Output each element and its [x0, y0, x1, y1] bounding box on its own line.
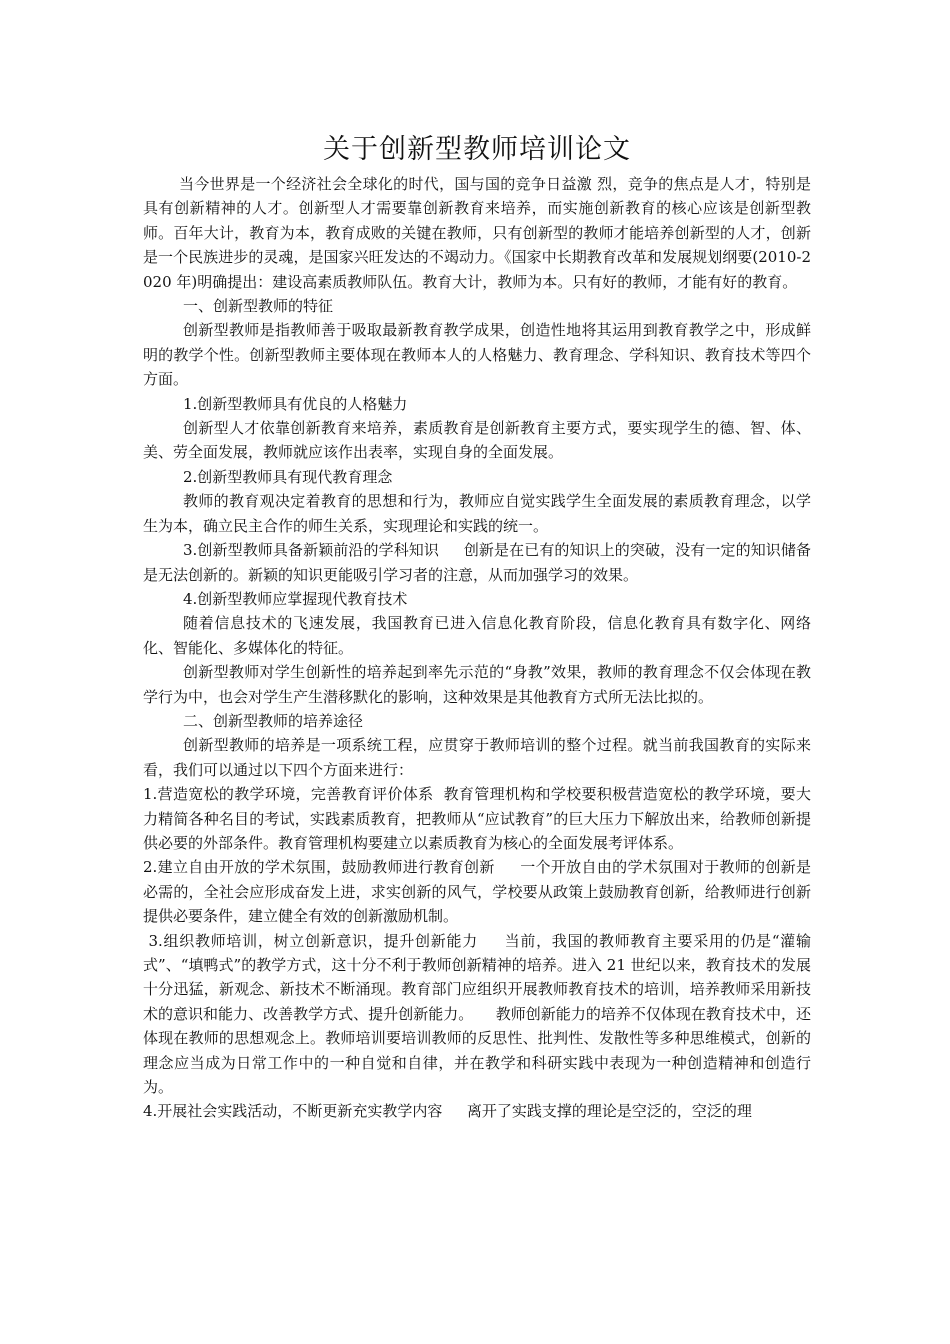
paragraph-example: 创新型教师对学生创新性的培养起到率先示范的“身教”效果，教师的教育理念不仅会体现在教学行为中，也会对学生产生潜移默化的影响，这种效果是其他教育方式所无法比拟的。 — [143, 663, 811, 706]
paragraph-intro: 当今世界是一个经济社会全球化的时代，国与国的竞争日益激 烈，竞争的焦点是人才，特别是具有创新精神的人才。创新型人才需要靠创新教育来培养，而实施创新教育的核心应该是创新型教师。百年大计，教育为本，教育成败的关键在教师，只有创新型的教师才能培养创新型的人才，创新是一个民族进步的灵魂，是国家兴旺发达的不竭动力。《国家中长期教育改革和发展规划纲要(2010-2020 年)明确提出：建设高素质教师队伍。教育大计，教师为本。只有好的教师，才能有好的教育。 — [143, 175, 811, 291]
paragraph-approach: 创新型教师的培养是一项系统工程，应贯穿于教师培训的整个过程。就当前我国教育的实际来看，我们可以通过以下四个方面来进行： — [143, 736, 811, 779]
document-title: 关于创新型教师培训论文 — [323, 134, 631, 165]
paragraph-item-1: 1.营造宽松的教学环境，完善教育评价体系 教育管理机构和学校要积极营造宽松的教学环境，要大力精简各种名目的考试，实践素质教育，把教师从“应试教育”的巨大压力下解放出来，给教师创新提供必要的外部条件。教育管理机构要建立以素质教育为核心的全面发展考评体系。 — [143, 785, 811, 852]
paragraph-technology: 随着信息技术的飞速发展，我国教育已进入信息化教育阶段，信息化教育具有数字化、网络化、智能化、多媒体化的特征。 — [143, 614, 811, 657]
paragraph-item-2: 2.建立自由开放的学术氛围，鼓励教师进行教育创新 一个开放自由的学术氛围对于教师的创新是必需的，全社会应形成奋发上进，求实创新的风气，学校要从政策上鼓励教育创新，给教师进行创新提供必要条件，建立健全有效的创新激励机制。 — [143, 858, 811, 926]
subheading-1: 1.创新型教师具有优良的人格魅力 — [183, 394, 408, 413]
subheading-4: 4.创新型教师应掌握现代教育技术 — [183, 589, 408, 608]
paragraph-concept: 教师的教育观决定着教育的思想和行为，教师应自觉实践学生全面发展的素质教育理念，以学生为本，确立民主合作的师生关系，实现理论和实践的统一。 — [143, 492, 811, 535]
section-heading-1: 一、创新型教师的特征 — [183, 297, 334, 316]
section-heading-2: 二、创新型教师的培养途径 — [183, 711, 364, 730]
subheading-3: 3.创新型教师具备新颖前沿的学科知识 创新是在已有的知识上的突破，没有一定的知识储备是无法创新的。新颖的知识更能吸引学习者的注意，从而加强学习的效果。 — [143, 541, 811, 584]
paragraph-personality: 创新型人才依靠创新教育来培养，素质教育是创新教育主要方式，要实现学生的德、智、体、美、劳全面发展，教师就应该作出表率，实现自身的全面发展。 — [143, 419, 811, 462]
subheading-2: 2.创新型教师具有现代教育理念 — [183, 467, 393, 486]
paragraph-item-4: 4.开展社会实践活动，不断更新充实教学内容 离开了实践支撑的理论是空泛的，空泛的理 — [143, 1102, 752, 1121]
document-body — [143, 130, 811, 1124]
paragraph-definition: 创新型教师是指教师善于吸取最新教育教学成果，创造性地将其运用到教育教学之中，形成鲜明的教学个性。创新型教师主要体现在教师本人的人格魅力、教育理念、学科知识、教育技术等四个方面。 — [143, 321, 811, 389]
paragraph-item-3: 3.组织教师培训，树立创新意识，提升创新能力 当前，我国的教师教育主要采用的仍是“灌输式”、“填鸭式”的教学方式，这十分不利于教师创新精神的培养。进入 21 世纪以来，教育技术的发展十分迅猛，新观念、新技术不断涌现。教育部门应组织开展教师教育技术的培训，培养教师采用新技术的意识和能力、改善教学方式、提升创新能力。 教师创新能力的培养不仅体现在教育技术中，还体现在教师的思想观念上。教师培训要培训教师的反思性、批判性、发散性等多种思维模式，创新的理念应当成为日常工作中的一种自觉和自律，并在教学和科研实践中表现为一种创造精神和创造行为。 — [143, 931, 811, 1097]
